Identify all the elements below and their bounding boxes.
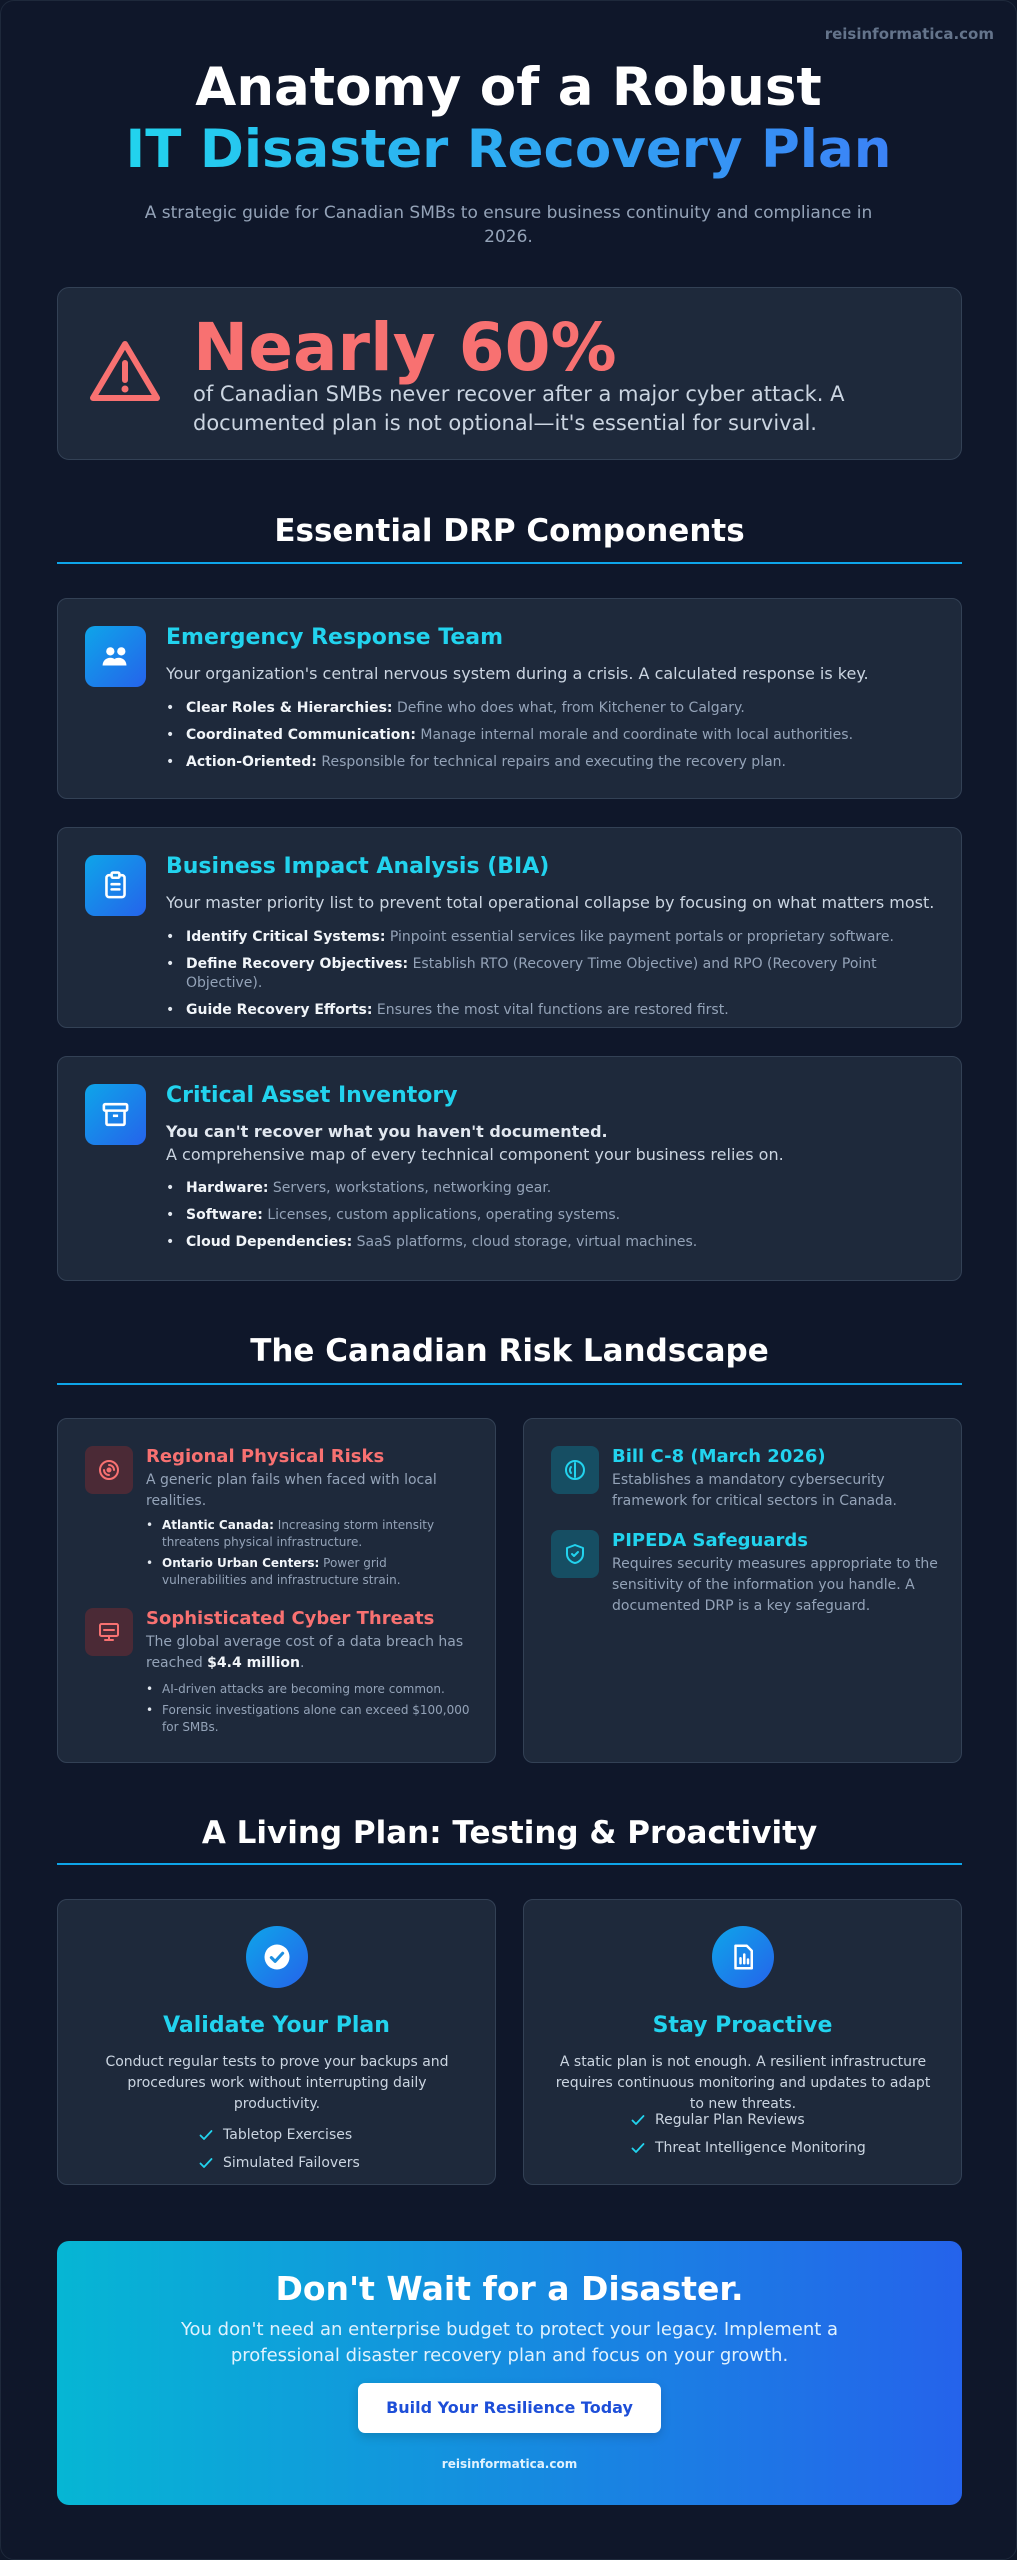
living-text: Conduct regular tests to prove your backups and procedures work without interrupting daily productivity.: [105, 2054, 449, 2112]
living-title: Stay Proactive: [652, 2013, 833, 2038]
list-item: • Cloud Dependencies: SaaS platforms, cloud storage, virtual machines.: [186, 1233, 946, 1252]
check-list: [631, 2110, 866, 2166]
page-subtitle: A strategic guide for Canadian SMBs to ensure business continuity and compliance in 2026.: [144, 203, 873, 247]
archive-box-icon: [85, 1084, 146, 1145]
list-item: • Identify Critical Systems: Pinpoint essential services like payment portals or proprietary software.: [186, 928, 946, 947]
check-icon: [631, 2113, 645, 2127]
card-list: [186, 699, 946, 780]
report-chart-icon: [712, 1926, 774, 1988]
list-item: • Software: Licenses, custom applications, operating systems.: [186, 1206, 946, 1225]
clipboard-icon: [85, 855, 146, 916]
living-card-validate: [57, 1899, 496, 2185]
list-item: • AI-driven attacks are becoming more common.: [146, 1681, 471, 1698]
list-item: • Atlantic Canada: Increasing storm intensity threatens physical infrastructure.: [146, 1517, 471, 1551]
risk-text: The global average cost of a data breach has reached $4.4 million.: [146, 1634, 464, 1671]
section-divider: [57, 1863, 962, 1865]
cta-banner: [57, 2241, 962, 2505]
build-resilience-button[interactable]: Build Your Resilience Today: [358, 2383, 661, 2433]
card-list: [186, 1179, 946, 1260]
list-item: • Forensic investigations alone can exceed $100,000 for SMBs.: [146, 1702, 471, 1736]
risk-list: [146, 1681, 471, 1740]
risk-text: Establishes a mandatory cybersecurity framework for critical sectors in Canada.: [612, 1472, 897, 1509]
monitor-alert-icon: [85, 1608, 133, 1656]
list-item: Threat Intelligence Monitoring: [631, 2138, 866, 2158]
title-line-1: Anatomy of a Robust: [195, 57, 822, 118]
living-text: A static plan is not enough. A resilient infrastructure requires continuous monitoring and updates to adapt to new threats.: [555, 2054, 931, 2112]
cta-text: You don't need an enterprise budget to protect your legacy. Implement a professional disaster recovery plan and focus on your growth.: [180, 2319, 839, 2366]
component-card-response-team: [57, 598, 962, 799]
living-title: Validate Your Plan: [163, 2013, 390, 2038]
team-icon: [85, 626, 146, 687]
card-lead: Your master priority list to prevent total operational collapse by focusing on what matters most.: [166, 893, 935, 912]
list-item: • Hardware: Servers, workstations, networking gear.: [186, 1179, 946, 1198]
risk-title: PIPEDA Safeguards: [612, 1530, 808, 1551]
check-icon: [199, 2156, 213, 2170]
card-lead: Your organization's central nervous system during a crisis. A calculated response is key.: [166, 664, 869, 683]
section-title-living: A Living Plan: Testing & Proactivity: [201, 1815, 818, 1851]
list-item: • Action-Oriented: Responsible for technical repairs and executing the recovery plan.: [186, 753, 946, 772]
warning-triangle-icon: [88, 338, 162, 404]
risk-text: A generic plan fails when faced with local realities.: [146, 1472, 437, 1509]
risk-card-right: [523, 1418, 962, 1763]
stat-value: Nearly 60%: [193, 309, 617, 386]
check-icon: [631, 2141, 645, 2155]
section-title-components: Essential DRP Components: [274, 513, 745, 549]
storm-icon: [85, 1446, 133, 1494]
site-domain[interactable]: reisinformatica.com: [824, 25, 994, 43]
list-item: • Clear Roles & Hierarchies: Define who does what, from Kitchener to Calgary.: [186, 699, 946, 718]
list-item: Regular Plan Reviews: [631, 2110, 866, 2130]
card-title: Emergency Response Team: [166, 625, 504, 650]
list-item: Tabletop Exercises: [199, 2125, 360, 2145]
list-item: Simulated Failovers: [199, 2153, 360, 2173]
stat-callout: [57, 287, 962, 460]
cta-title: Don't Wait for a Disaster.: [275, 2269, 744, 2308]
list-item: • Define Recovery Objectives: Establish RTO (Recovery Time Objective) and RPO (Recovery Point Objective).: [186, 955, 946, 993]
stat-text: of Canadian SMBs never recover after a major cyber attack. A documented plan is not optional—it's essential for survival.: [193, 382, 845, 435]
risk-title: Bill C-8 (March 2026): [612, 1446, 826, 1467]
page-title: [1, 57, 1016, 181]
card-title: Critical Asset Inventory: [166, 1083, 458, 1108]
card-list: [186, 928, 946, 1028]
list-item: • Guide Recovery Efforts: Ensures the most vital functions are restored first.: [186, 1001, 946, 1020]
living-card-proactive: [523, 1899, 962, 2185]
card-title: Business Impact Analysis (BIA): [166, 854, 550, 879]
risk-title: Regional Physical Risks: [146, 1446, 385, 1467]
risk-card-left: [57, 1418, 496, 1763]
legal-scale-icon: [551, 1446, 599, 1494]
risk-text: Requires security measures appropriate to the sensitivity of the information you handle. A documented DRP is a key safeguard.: [612, 1556, 938, 1614]
component-card-asset-inventory: [57, 1056, 962, 1281]
component-card-bia: [57, 827, 962, 1028]
shield-check-icon: [551, 1530, 599, 1578]
card-lead-bold: You can't recover what you haven't documented.: [166, 1122, 608, 1141]
cta-footer-link[interactable]: reisinformatica.com: [441, 2457, 578, 2471]
card-lead: You can't recover what you haven't documented. A comprehensive map of every technical component your business relies on.: [166, 1122, 784, 1164]
check-icon: [199, 2128, 213, 2142]
check-badge-icon: [246, 1926, 308, 1988]
risk-list: [146, 1517, 471, 1593]
title-line-2: IT Disaster Recovery Plan: [125, 119, 892, 180]
check-list: [199, 2125, 360, 2181]
list-item: • Coordinated Communication: Manage internal morale and coordinate with local authorities.: [186, 726, 946, 745]
risk-title: Sophisticated Cyber Threats: [146, 1608, 435, 1629]
section-title-risk: The Canadian Risk Landscape: [250, 1333, 769, 1369]
section-divider: [57, 1383, 962, 1385]
list-item: • Ontario Urban Centers: Power grid vulnerabilities and infrastructure strain.: [146, 1555, 471, 1589]
section-divider: [57, 562, 962, 564]
